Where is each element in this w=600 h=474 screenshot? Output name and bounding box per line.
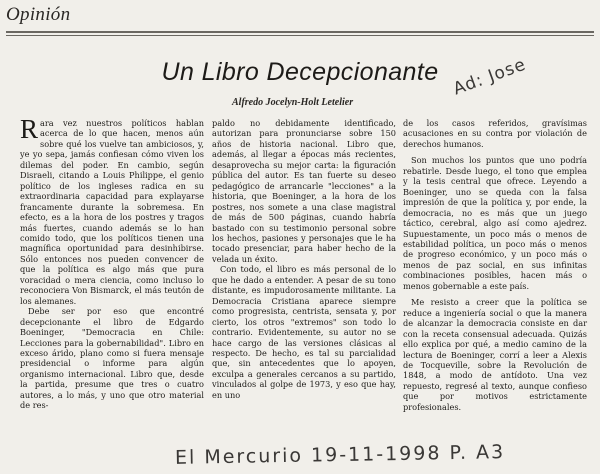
handwritten-source-note: El Mercurio 19-11-1998 P. A3 (174, 441, 506, 469)
article-byline: Alfredo Jocelyn-Holt Letelier (232, 97, 354, 108)
paragraph: paldo no debidamente identificado, autorizan para pronunciarse sobre 150 años de historia nacional. Libro que, además, al llegar a épocas más recientes, desaprovecha su mejor carta: la figuración pública del autor. Es tan fuerte su deseo pedagógico de arrancarle "lecciones" a la historia, que Boeninger, a la hora de los postres, nos somete a una clase magistral de más de 500 páginas, cuando habría bastado con su testimonio personal sobre los hechos, pasiones y personajes que le ha tocado presenciar, para haber hecho de la velada un éxito. (212, 118, 396, 264)
paragraph-text: ara vez nuestros políticos hablan acerca de lo que hacen, menos aún sobre qué los vuelve tan ambiciosos, y, ye yo sepa, jamás confiesan cómo viven los dilemas del poder. En cambio, según Disraeli, citando a Louis Philippe, el genio político de los ingleses radica en su extraordinaria capacidad para explayarse francamente durante la sobremesa. En efecto, es a la hora de los postres y tragos más fuertes, cuando además se lo han comido todo, que los políticos tienen una magnífica oportunidad para desinhibirse. Sólo entonces nos pueden convencer de que la política es algo más que pura voracidad o mera ciencia, como incluso lo reconociera Von Bismarck, el más teutón de los alemanes. (20, 118, 204, 306)
paragraph: Con todo, el libro es más personal de lo que he dado a entender. A pesar de su tono distante, es impudorosamente militante. La Democracia Cristiana aparece siempre como progresista, centrista, sensata y, por cierto, los otros "extremos" son todo lo contrario. Evidentemente, su autor no se hace cargo de las versiones clásicas al respecto. De hecho, es tal su parcialidad que, sin antecedentes que lo apoyen, exculpa a generales cercanos a su partido, vinculados al golpe de 1973, y eso que hay, en uno (212, 264, 396, 400)
paragraph (20, 114, 204, 306)
handwritten-note: Ad: Jose (450, 54, 529, 100)
header-rule (6, 31, 594, 33)
header-rule-thin (6, 35, 594, 36)
section-label: Opinión (6, 4, 71, 25)
paragraph: Son muchos los puntos que uno podría rebatirle. Desde luego, el tono que emplea y la tesis central que ofrece. Leyendo a Boeninger, uno se queda con la falsa impresión de que la política y, por ende, la democracia, no es más que un juego táctico, cerebral, algo así como ajedrez. Supuestamente, un poco más o menos de estabilidad política, un poco más o menos de progreso económico, y un poco más o menos de paz social, en sus infinitas combinaciones posibles, hacen más o menos gobernable a este país. (403, 155, 587, 291)
article-column-1 (20, 114, 204, 411)
article-column-3 (403, 118, 587, 412)
paragraph: Debe ser por eso que encontré decepcionante el libro de Edgardo Boeninger, "Democracia en Chile: Lecciones para la gobernabilidad". Libro en exceso árido, plano como si fuera mensaje presidencial o informe para algún organismo internacional. Libro que, desde la partida, presume que tres o cuatro autores, a lo más, y uno que otro material de res- (20, 306, 204, 411)
article-column-2 (212, 118, 396, 400)
paragraph: Me resisto a creer que la política se reduce a ingeniería social o que la manera de alcanzar la democracia consiste en dar con la receta consensual adecuada. Quizás ello explica por qué, a medio camino de la lectura de Boeninger, corrí a leer a Alexis de Tocqueville, sobre la Revolución de 1848, a modo de antídoto. Una vez repuesto, regresé al texto, aunque confieso que por motivos estrictamente profesionales. (403, 297, 587, 412)
drop-cap: R (20, 114, 39, 144)
article-headline: Un Libro Decepcionante (161, 58, 439, 86)
paragraph: de los casos referidos, gravísimas acusaciones en su contra por violación de derechos humanos. (403, 118, 587, 149)
